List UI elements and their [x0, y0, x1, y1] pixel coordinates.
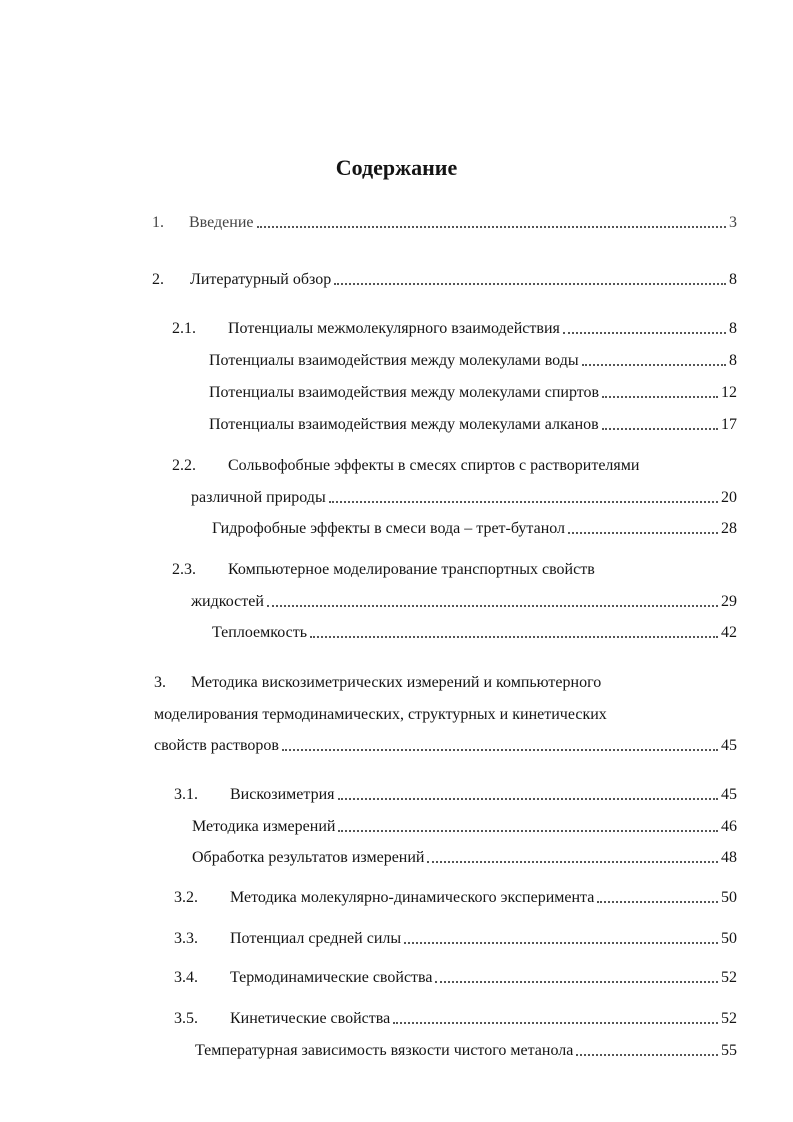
toc-page-number: 45	[721, 737, 737, 754]
dot-leader	[267, 605, 718, 607]
toc-entry-3-2	[174, 887, 737, 909]
toc-page-number: 52	[721, 969, 737, 986]
toc-page-number: 17	[721, 416, 737, 433]
dot-leader	[427, 861, 718, 863]
toc-page-number: 45	[721, 786, 737, 803]
toc-entry-3-line2	[154, 704, 607, 726]
toc-text: Потенциалы межмолекулярного взаимодействия	[228, 320, 560, 337]
toc-number: 2.1.	[172, 320, 196, 337]
toc-entry-3-4	[174, 967, 737, 989]
dot-leader	[576, 1054, 718, 1056]
toc-text: Потенциалы взаимодействия между молекулами алканов	[209, 416, 599, 433]
toc-entry-3-line3	[154, 735, 737, 757]
toc-text: Введение	[189, 214, 254, 231]
toc-text: свойств растворов	[154, 737, 279, 754]
dot-leader	[257, 226, 727, 228]
dot-leader	[568, 532, 718, 534]
toc-text: Вискозиметрия	[230, 786, 335, 803]
dot-leader	[404, 942, 718, 944]
toc-text: различной природы	[191, 489, 326, 506]
toc-entry-2-3-line1	[172, 559, 595, 581]
toc-text: Потенциал средней силы	[230, 930, 402, 947]
toc-entry-3-1-1	[192, 816, 737, 838]
toc-text: Методика вискозиметрических измерений и компьютерного	[191, 674, 602, 691]
toc-entry-3-5	[174, 1008, 737, 1030]
toc-number: 3.2.	[174, 889, 198, 906]
dot-leader	[329, 501, 718, 503]
toc-text: Теплоемкость	[212, 624, 307, 641]
toc-page-number: 29	[721, 593, 737, 610]
toc-entry-3-5-1	[195, 1040, 737, 1062]
toc-number: 3.	[154, 674, 166, 691]
toc-text: Термодинамические свойства	[230, 969, 433, 986]
toc-text: Обработка результатов измерений	[192, 849, 425, 866]
toc-entry-2-2-line2	[191, 487, 737, 509]
toc-entry-2-3-line2	[191, 591, 737, 613]
toc-page-number: 28	[721, 520, 737, 537]
toc-number: 3.1.	[174, 786, 198, 803]
toc-text: жидкостей	[191, 593, 264, 610]
toc-entry-2	[152, 269, 737, 291]
toc-text: Компьютерное моделирование транспортных свойств	[228, 561, 595, 578]
toc-number: 1.	[152, 214, 164, 231]
toc-page-number: 3	[729, 214, 737, 231]
toc-entry-2-2-line1	[172, 455, 639, 477]
toc-text: Гидрофобные эффекты в смеси вода – трет-бутанол	[212, 520, 566, 537]
toc-entry-2-3-1	[212, 622, 737, 644]
toc-page-number: 52	[721, 1010, 737, 1027]
dot-leader	[334, 283, 726, 285]
toc-page-number: 20	[721, 489, 737, 506]
toc-page-number: 55	[721, 1042, 737, 1059]
toc-text: моделирования термодинамических, структурных и кинетических	[154, 706, 607, 723]
toc-text: Методика измерений	[192, 818, 336, 835]
toc-page-number: 8	[729, 320, 737, 337]
toc-page-number: 8	[729, 271, 737, 288]
toc-text: Потенциалы взаимодействия между молекулами спиртов	[209, 384, 600, 401]
toc-page-number: 50	[721, 930, 737, 947]
toc-page-number: 12	[721, 384, 737, 401]
toc-page-number: 48	[721, 849, 737, 866]
toc-number: 2.2.	[172, 457, 196, 474]
toc-text: Литературный обзор	[190, 271, 332, 288]
page-title: Содержание	[335, 155, 458, 180]
toc-number: 3.5.	[174, 1010, 198, 1027]
dot-leader	[338, 798, 718, 800]
toc-page-number: 50	[721, 889, 737, 906]
toc-entry-2-1-1	[209, 350, 737, 372]
toc-entry-2-2-1	[212, 518, 737, 540]
toc-number: 3.3.	[174, 930, 198, 947]
dot-leader	[582, 364, 726, 366]
dot-leader	[435, 981, 718, 983]
toc-number: 2.3.	[172, 561, 196, 578]
toc-number: 3.4.	[174, 969, 198, 986]
dot-leader	[597, 901, 718, 903]
toc-entry-3-line1	[154, 672, 601, 694]
toc-text: Сольвофобные эффекты в смесях спиртов с растворителями	[228, 457, 640, 474]
toc-page-number: 46	[721, 818, 737, 835]
dot-leader	[310, 636, 718, 638]
toc-text: Температурная зависимость вязкости чистого метанола	[195, 1042, 574, 1059]
toc-entry-2-1-3	[209, 414, 737, 436]
toc-entry-2-1-2	[209, 382, 737, 404]
toc-text: Методика молекулярно-динамического эксперимента	[230, 889, 595, 906]
toc-entry-3-3	[174, 928, 737, 950]
dot-leader	[393, 1022, 718, 1024]
toc-text: Кинетические свойства	[230, 1010, 391, 1027]
dot-leader	[563, 332, 726, 334]
toc-entry-3-1	[174, 784, 737, 806]
toc-entry-2-1	[172, 318, 737, 340]
dot-leader	[338, 830, 718, 832]
dot-leader	[282, 749, 718, 751]
toc-page-number: 42	[721, 624, 737, 641]
toc-entry-3-1-2	[192, 847, 737, 869]
toc-number: 2.	[152, 271, 164, 288]
toc-entry-1	[152, 212, 737, 234]
toc-page-number: 8	[729, 352, 737, 369]
dot-leader	[602, 396, 718, 398]
toc-text: Потенциалы взаимодействия между молекулами воды	[209, 352, 579, 369]
dot-leader	[602, 428, 718, 430]
